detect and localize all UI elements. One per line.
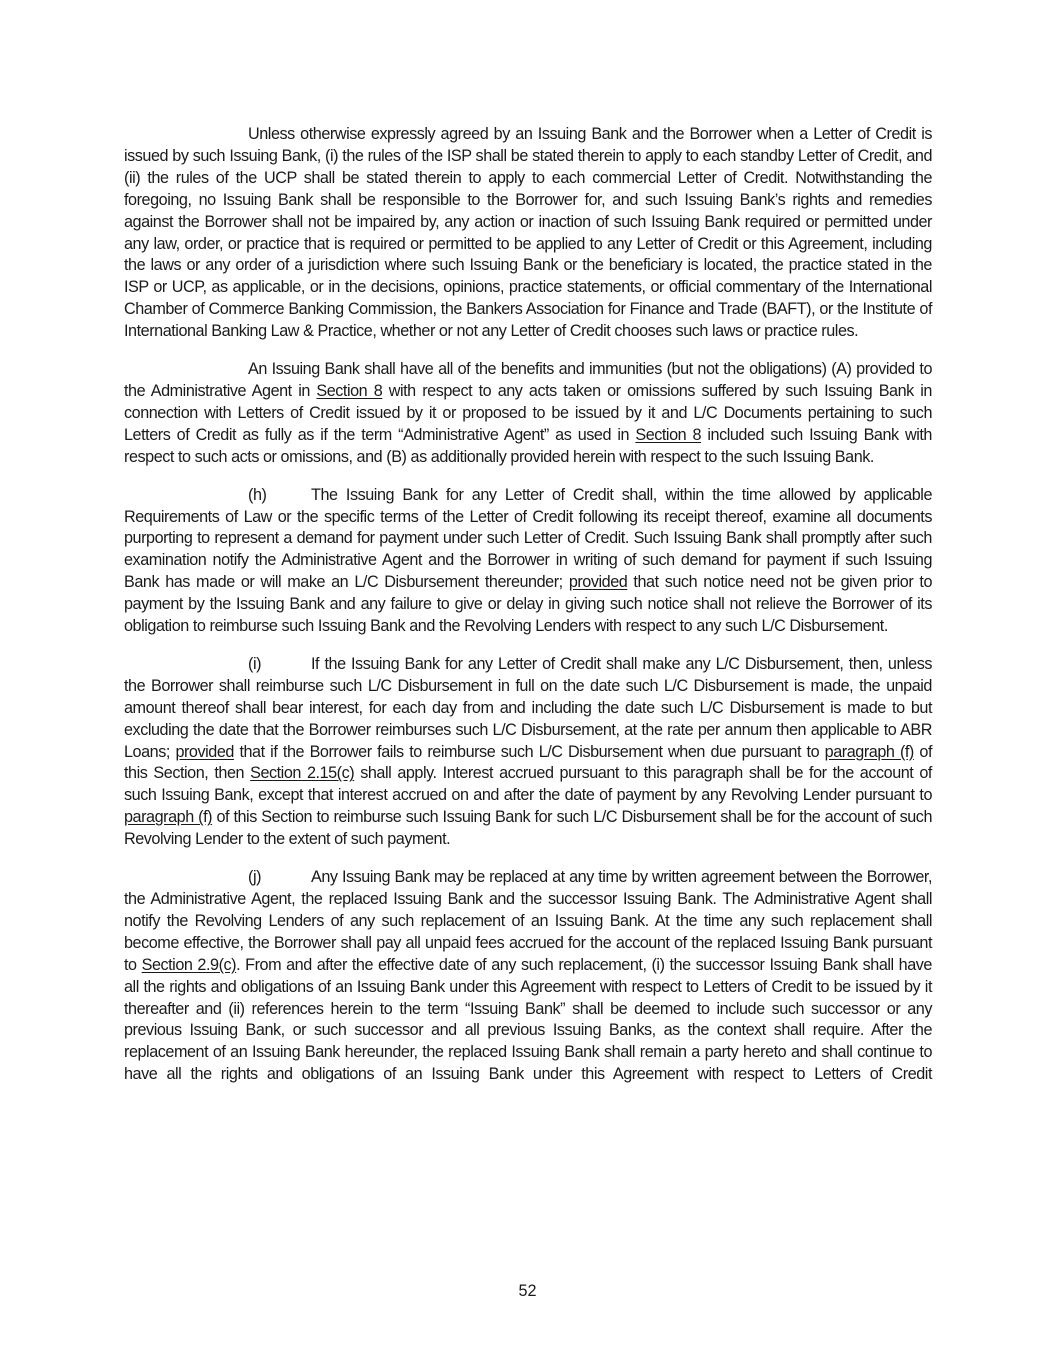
paragraph-text: The Issuing Bank for any Letter of Credit shall, within the time allowed by applicable Requirements of Law or the specific terms of the Letter of Credit following its receipt thereof, examine all documents purporting to represent a demand for payment under such Letter of Credit. Such Issuing Bank shall promptly after such examination notify the Administrative Agent and the Borrower in writing of such demand for payment if such Issuing Bank has made or will make an L/C Disbursement thereunder; <box>124 485 932 592</box>
paragraph-text: Unless otherwise expressly agreed by an Issuing Bank and the Borrower when a Letter of Credit is issued by such Issuing Bank, (i) the rules of the ISP shall be stated therein to apply to each standby Letter of Credit, and (ii) the rules of the UCP shall be stated therein to apply to each commercial Letter of Credit. Notwithstanding the foregoing, no Issuing Bank shall be responsible to the Borrower for, and such Issuing Bank’s rights and remedies against the Borrower shall not be impaired by, any action or inaction of such Issuing Bank required or permitted under any law, order, or practice that is required or permitted to be applied to any Letter of Credit or this Agreement, including the laws or any order of a jurisdiction where such Issuing Bank or the beneficiary is located, the practice stated in the ISP or UCP, as applicable, or in the decisions, opinions, practice statements, or official commentary of the International Chamber of Commerce Banking Commission, the Bankers Association for Finance and Trade (BAFT), or the Institute of International Banking Law & Practice, whether or not any Letter of Credit chooses such laws or practice rules. <box>124 125 932 341</box>
document-body <box>124 124 932 1086</box>
cross-reference: Section 2.9(c) <box>141 955 237 974</box>
paragraph-j <box>124 867 932 1086</box>
paragraph-text: of this Section, then <box>124 742 932 783</box>
cross-reference: Section 2.15(c) <box>250 764 355 783</box>
paragraph-text: that such notice need not be given prior to payment by the Issuing Bank and any failure to give or delay in giving such notice shall not relieve the Borrower of its obligation to reimburse such Issuing Bank and the Revolving Lenders with respect to any such L/C Disbursement. <box>124 573 933 636</box>
cross-reference: paragraph (f) <box>824 742 914 761</box>
cross-reference: paragraph (f) <box>124 808 213 827</box>
cross-reference: Section 8 <box>635 425 702 444</box>
paragraph <box>124 359 932 469</box>
paragraph <box>124 124 932 343</box>
page-number: 52 <box>518 1282 537 1300</box>
paragraph-text: If the Issuing Bank for any Letter of Credit shall make any L/C Disbursement, then, unless the Borrower shall reimburse such L/C Disbursement in full on the date such L/C Disbursement is made, the unpaid amount thereof shall bear interest, for each day from and including the date such L/C Disbursement is made to but excluding the date that the Borrower reimburses such L/C Disbursement, at the rate per annum then applicable to ABR Loans; <box>124 654 932 761</box>
paragraph-text: Any Issuing Bank may be replaced at any time by written agreement between the Borrower, the Administrative Agent, the replaced Issuing Bank and the successor Issuing Bank. The Administrative Agent shall notify the Revolving Lenders of any such replacement of an Issuing Bank. At the time any such replacement shall become effective, the Borrower shall pay all unpaid fees accrued for the account of the replaced Issuing Bank pursuant to <box>124 868 932 974</box>
cross-reference: provided <box>175 742 234 761</box>
cross-reference: provided <box>568 573 628 592</box>
cross-reference: Section 8 <box>316 381 383 400</box>
paragraph-text: of this Section to reimburse such Issuing Bank for such L/C Disbursement shall be for the account of such Revolving Lender to the extent of such payment. <box>124 808 932 849</box>
paragraph-text: included such Issuing Bank with respect to such acts or omissions, and (B) as additionally provided herein with respect to the such Issuing Bank. <box>124 425 932 466</box>
paragraph-text: that if the Borrower fails to reimburse such L/C Disbursement when due pursuant to <box>233 742 825 761</box>
paragraph-label: (h) <box>248 485 267 504</box>
paragraph-label: (i) <box>248 654 262 673</box>
paragraph-text: An Issuing Bank shall have all of the benefits and immunities (but not the obligations) (A) provided to the Administrative Agent in <box>124 360 932 400</box>
paragraph-text: . From and after the effective date of any such replacement, (i) the successor Issuing Bank shall have all the rights and obligations of an Issuing Bank under this Agreement with respect to Letters of Credit to be issued by it thereafter and (ii) references herein to the term “Issuing Bank” shall be deemed to include such successor or any previous Issuing Bank, or such successor and all previous Issuing Banks, as the context shall require. After the replacement of an Issuing Bank hereunder, the replaced Issuing Bank shall remain a party hereto and shall continue to have all the rights and obligations of an Issuing Bank under this Agreement with respect to Letters of Credit <box>124 955 932 1084</box>
paragraph-h <box>124 485 932 638</box>
paragraph-text: with respect to any acts taken or omissions suffered by such Issuing Bank in connection with Letters of Credit issued by it or proposed to be issued by it and L/C Documents pertaining to such Letters of Credit as fully as if the term “Administrative Agent” as used in <box>124 381 932 444</box>
paragraph-text: shall apply. Interest accrued pursuant to this paragraph shall be for the account of such Issuing Bank, except that interest accrued on and after the date of payment by any Revolving Lender pursuant to <box>124 764 932 805</box>
paragraph-i <box>124 654 932 851</box>
paragraph-label: (j) <box>248 868 262 887</box>
